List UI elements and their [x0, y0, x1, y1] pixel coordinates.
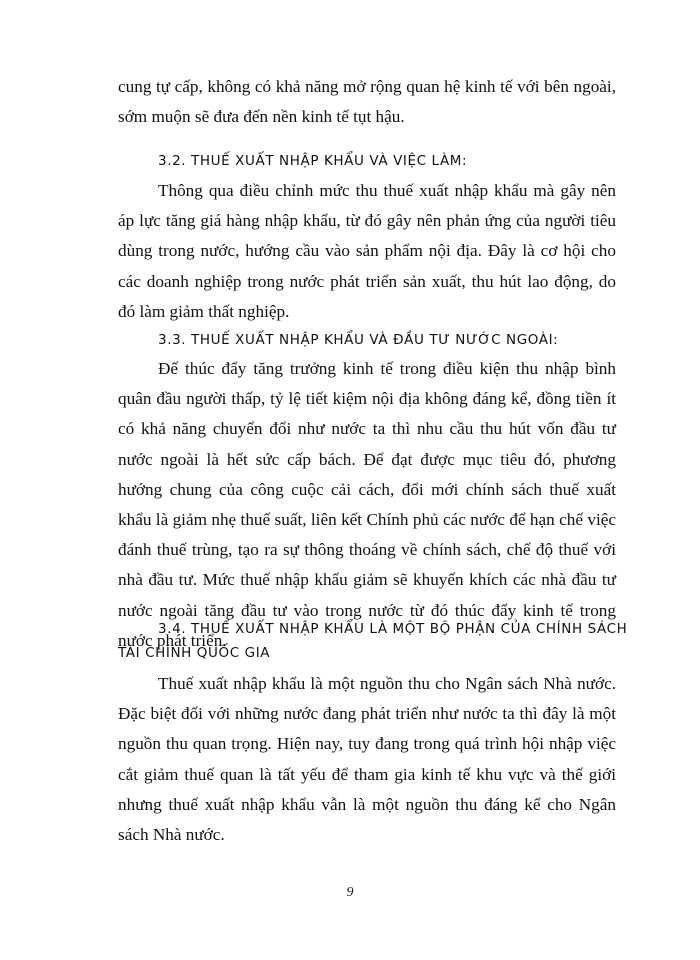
paragraph-continued: cung tự cấp, không có khả năng mở rộng quan hệ kinh tế với bên ngoài, sớm muộn sẽ đưa đến nền kinh tế tụt hậu. — [118, 77, 616, 127]
section-heading-3-4: 3.4. THUẾ XUẤT NHẬP KHẨU LÀ MỘT BỘ PHẬN CỦA CHÍNH SÁCH — [158, 621, 628, 637]
paragraph-state-budget: Thuế xuất nhập khẩu là một nguồn thu cho Ngân sách Nhà nước. Đặc biệt đối với những nước đang phát triển như nước ta thì đây là một nguồn thu quan trọng. Hiện nay, tuy đang trong quá trình hội nhập việc cắt giảm thuế quan là tất yếu để tham gia kinh tế khu vực và thế giới nhưng thuế xuất nhập khẩu vẫn là một nguồn thu đáng kể cho Ngân sách Nhà nước. — [118, 674, 616, 845]
section-heading-3-2: 3.2. THUẾ XUẤT NHẬP KHẨU VÀ VIỆC LÀM: — [158, 153, 468, 169]
section-heading-3-3: 3.3. THUẾ XUẤT NHẬP KHẨU VÀ ĐẦU TƯ NƯỚC NGOÀI: — [158, 332, 559, 348]
page-number: 9 — [346, 885, 354, 900]
paragraph-employment: Thông qua điều chỉnh mức thu thuế xuất nhập khẩu mà gây nên áp lực tăng giá hàng nhập khẩu, từ đó gây nên phản ứng của người tiêu dùng trong nước, hướng cầu vào sản phẩm nội địa. Đây là cơ hội cho các doanh nghiệp trong nước phát triển sản xuất, thu hút lao động, do đó làm giảm thất nghiệp. — [118, 181, 616, 321]
section-heading-3-4-continued: TÀI CHÍNH QUỐC GIA — [118, 645, 271, 661]
paragraph-foreign-investment: Để thúc đẩy tăng trưởng kinh tế trong điều kiện thu nhập bình quân đầu người thấp, tỷ lệ tiết kiệm nội địa không đáng kể, đồng tiền ít có khả năng chuyển đổi như nước ta thì nhu cầu thu hút vốn đầu tư nước ngoài là hết sức cấp bách. Để đạt được mục tiêu đó, phương hướng chung của công cuộc cải cách, đổi mới chính sách thuế xuất khẩu là giảm nhẹ thuế suất, liên kết Chính phủ các nước để hạn chế việc đánh thuế trùng, tạo ra sự thông thoáng về chính sách, chế độ thuế với nhà đầu tư. Mức thuế nhập khẩu giảm sẽ khuyến khích các nhà đầu tư nước ngoài tăng đầu tư vào trong nước từ đó thúc đẩy kinh tế trong nước phát triển. — [118, 359, 616, 650]
